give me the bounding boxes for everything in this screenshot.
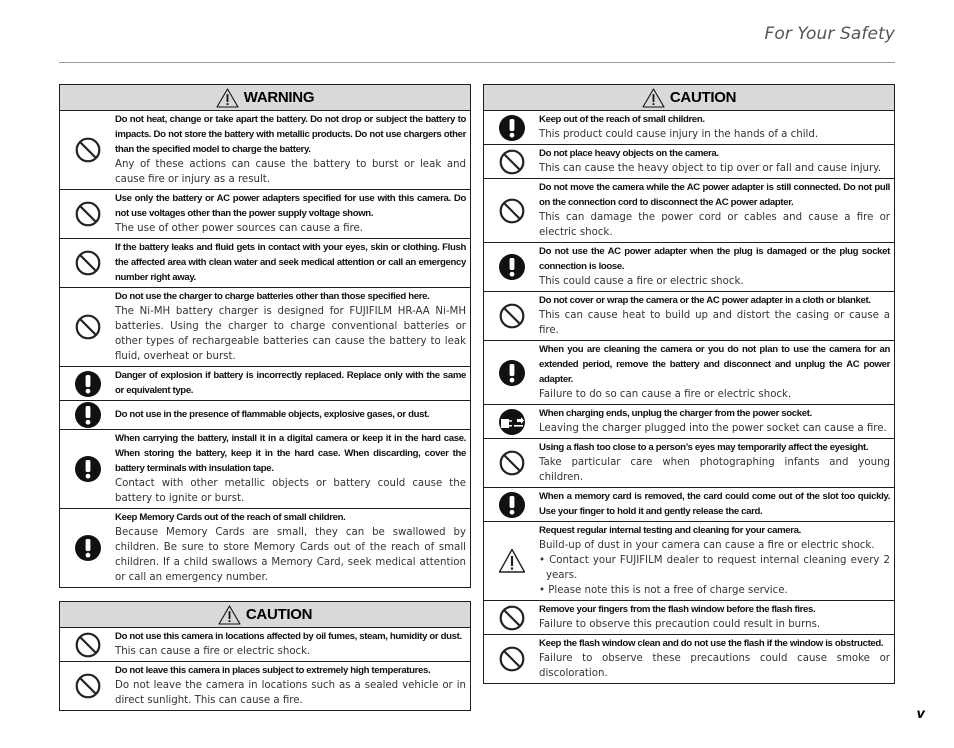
safety-explanation: Take particular care when photographing infants and young children. xyxy=(539,457,890,483)
safety-explanation: This can cause heat to build up and distort the casing or cause a fire. xyxy=(539,310,890,336)
safety-row-text xyxy=(539,145,894,178)
safety-row xyxy=(60,430,470,509)
header-divider xyxy=(59,62,895,63)
table-heading-label: CAUTION xyxy=(245,606,313,623)
safety-instruction: Do not use the charger to charge batteries other than those specified here. xyxy=(115,291,430,302)
safety-row xyxy=(60,190,470,239)
safety-instruction: When carrying the battery, install it in a digital camera or keep it in the hard case. When storing the battery, keep it in the hard case. When discarding, cover the battery terminals with insulation tape. xyxy=(115,433,466,474)
safety-row xyxy=(484,292,894,341)
safety-explanation: Leaving the charger plugged into the power socket can cause a fire. xyxy=(539,423,887,434)
prohibition-icon xyxy=(484,635,539,683)
safety-row xyxy=(484,601,894,635)
table-heading-label: CAUTION xyxy=(669,89,737,106)
prohibition-icon xyxy=(484,439,539,487)
safety-row-text xyxy=(539,601,894,634)
exclamation-icon xyxy=(484,488,539,521)
safety-instruction: If the battery leaks and fluid gets in contact with your eyes, skin or clothing. Flush the affected area with clean water and seek medical attention or call an emergency number right away. xyxy=(115,242,466,283)
safety-row xyxy=(60,111,470,190)
safety-instruction: Do not place heavy objects on the camera. xyxy=(539,148,719,159)
safety-row xyxy=(484,243,894,292)
safety-explanation: Any of these actions can cause the battery to burst or leak and cause fire or injury as a result. xyxy=(115,159,466,185)
safety-row-text xyxy=(115,662,470,710)
safety-row xyxy=(60,239,470,288)
safety-instruction: When you are cleaning the camera or you do not plan to use the camera for an extended period, remove the battery and disconnect and unplug the AC power adapter. xyxy=(539,344,890,385)
caution-triangle-icon xyxy=(484,522,539,600)
unplug-icon xyxy=(484,405,539,438)
exclamation-icon xyxy=(484,111,539,144)
warning-table xyxy=(59,84,471,588)
safety-instruction: Request regular internal testing and cleaning for your camera. xyxy=(539,525,801,536)
safety-explanation: The use of other power sources can cause a fire. xyxy=(115,223,364,234)
safety-instruction: Do not use in the presence of flammable objects, explosive gases, or dust. xyxy=(115,409,430,420)
safety-row xyxy=(484,145,894,179)
safety-instruction: Do not move the camera while the AC power adapter is still connected. Do not pull on the connection cord to disconnect the AC power adapter. xyxy=(539,182,890,208)
safety-row-text xyxy=(539,292,894,340)
safety-row xyxy=(484,405,894,439)
caution-table-right xyxy=(483,84,895,684)
safety-instruction: Do not cover or wrap the camera or the AC power adapter in a cloth or blanket. xyxy=(539,295,871,306)
safety-row-text xyxy=(539,439,894,487)
safety-row-text xyxy=(115,190,470,238)
safety-row xyxy=(60,509,470,587)
safety-row-text xyxy=(539,405,894,438)
right-column xyxy=(483,84,895,684)
exclamation-icon xyxy=(484,341,539,404)
safety-row-text xyxy=(539,522,894,600)
safety-row xyxy=(60,288,470,367)
safety-instruction: Do not heat, change or take apart the battery. Do not drop or subject the battery to impacts. Do not store the battery with metallic products. Do not use chargers other than the specified model to charge the battery. xyxy=(115,114,466,155)
prohibition-icon xyxy=(60,190,115,238)
safety-bullet: • Contact your FUJIFILM dealer to request internal cleaning every 2 years. xyxy=(539,555,890,581)
safety-explanation: Failure to observe this precaution could result in burns. xyxy=(539,619,821,630)
safety-explanation: The Ni-MH battery charger is designed for FUJIFILM HR-AA Ni-MH batteries. Using the charger to charge conventional batteries or other types of rechargeable batteries can cause the battery to leak fluid, overheat or burst. xyxy=(115,306,466,362)
safety-row-text xyxy=(115,628,470,661)
safety-row-text xyxy=(115,367,470,400)
safety-row xyxy=(484,111,894,145)
table-heading-label: WARNING xyxy=(243,89,315,106)
safety-explanation: This product could cause injury in the hands of a child. xyxy=(539,129,819,140)
safety-instruction: Keep out of the reach of small children. xyxy=(539,114,705,125)
safety-instruction: Keep the flash window clean and do not use the flash if the window is obstructed. xyxy=(539,638,884,649)
safety-explanation: This could cause a fire or electric shock. xyxy=(539,276,744,287)
prohibition-icon xyxy=(60,288,115,366)
page-header-title: For Your Safety xyxy=(764,24,895,44)
safety-instruction: Remove your fingers from the flash window before the flash fires. xyxy=(539,604,816,615)
safety-explanation: Failure to observe these precautions could cause smoke or discoloration. xyxy=(539,653,890,679)
page-number: v xyxy=(916,707,925,722)
safety-row xyxy=(484,179,894,243)
safety-row-text xyxy=(539,341,894,404)
exclamation-icon xyxy=(484,243,539,291)
safety-instruction: When charging ends, unplug the charger from the power socket. xyxy=(539,408,812,419)
safety-row-text xyxy=(115,111,470,189)
table-heading xyxy=(60,602,470,628)
safety-row xyxy=(484,488,894,522)
warning-triangle-icon xyxy=(642,88,665,108)
exclamation-icon xyxy=(60,401,115,429)
safety-explanation: This can cause a fire or electric shock. xyxy=(115,646,311,657)
safety-bullet: • Please note this is not a free of charge service. xyxy=(539,585,788,596)
safety-explanation: Build-up of dust in your camera can cause a fire or electric shock. xyxy=(539,540,875,551)
prohibition-icon xyxy=(484,601,539,634)
safety-row-text xyxy=(115,430,470,508)
caution-table-left xyxy=(59,601,471,711)
safety-row-text xyxy=(115,288,470,366)
exclamation-icon xyxy=(60,509,115,587)
safety-row xyxy=(60,628,470,662)
safety-row xyxy=(60,662,470,710)
table-heading xyxy=(484,85,894,111)
safety-instruction: When a memory card is removed, the card could come out of the slot too quickly. Use your finger to hold it and gently release the card. xyxy=(539,491,890,517)
prohibition-icon xyxy=(60,239,115,287)
safety-row xyxy=(484,522,894,601)
prohibition-icon xyxy=(60,628,115,661)
safety-row-text xyxy=(539,243,894,291)
safety-explanation: This can cause the heavy object to tip over or fall and cause injury. xyxy=(539,163,881,174)
prohibition-icon xyxy=(484,292,539,340)
safety-row-text xyxy=(539,179,894,242)
safety-row xyxy=(484,635,894,683)
safety-explanation: Because Memory Cards are small, they can be swallowed by children. Be sure to store Memory Cards out of the reach of small children. If a child swallows a Memory Card, seek medical attention or call an emergency number. xyxy=(115,527,466,583)
safety-instruction: Using a flash too close to a person’s eyes may temporarily affect the eyesight. xyxy=(539,442,869,453)
safety-instruction: Do not use the AC power adapter when the plug is damaged or the plug socket connection is loose. xyxy=(539,246,890,272)
safety-row xyxy=(484,341,894,405)
exclamation-icon xyxy=(60,367,115,400)
warning-triangle-icon xyxy=(216,88,239,108)
prohibition-icon xyxy=(60,662,115,710)
prohibition-icon xyxy=(484,145,539,178)
prohibition-icon xyxy=(484,179,539,242)
table-heading xyxy=(60,85,470,111)
left-column xyxy=(59,84,471,711)
safety-instruction: Danger of explosion if battery is incorrectly replaced. Replace only with the same or equivalent type. xyxy=(115,370,466,396)
safety-instruction: Do not use this camera in locations affected by oil fumes, steam, humidity or dust. xyxy=(115,631,462,642)
safety-instruction: Do not leave this camera in places subject to extremely high temperatures. xyxy=(115,665,431,676)
safety-row-text xyxy=(539,111,894,144)
safety-explanation: Do not leave the camera in locations such as a sealed vehicle or in direct sunlight. This can cause a fire. xyxy=(115,680,466,706)
safety-explanation: Failure to do so can cause a fire or electric shock. xyxy=(539,389,792,400)
warning-triangle-icon xyxy=(218,605,241,625)
safety-row xyxy=(484,439,894,488)
safety-row xyxy=(60,401,470,430)
exclamation-icon xyxy=(60,430,115,508)
prohibition-icon xyxy=(60,111,115,189)
safety-row-text xyxy=(539,488,894,521)
safety-instruction: Use only the battery or AC power adapters specified for use with this camera. Do not use voltages other than the power supply voltage shown. xyxy=(115,193,466,219)
safety-explanation: This can damage the power cord or cables and cause a fire or electric shock. xyxy=(539,212,890,238)
safety-explanation: Contact with other metallic objects or battery could cause the battery to ignite or burst. xyxy=(115,478,466,504)
safety-row-text xyxy=(115,509,470,587)
safety-row-text xyxy=(115,401,470,429)
safety-row xyxy=(60,367,470,401)
safety-row-text xyxy=(115,239,470,287)
safety-instruction: Keep Memory Cards out of the reach of small children. xyxy=(115,512,346,523)
safety-row-text xyxy=(539,635,894,683)
